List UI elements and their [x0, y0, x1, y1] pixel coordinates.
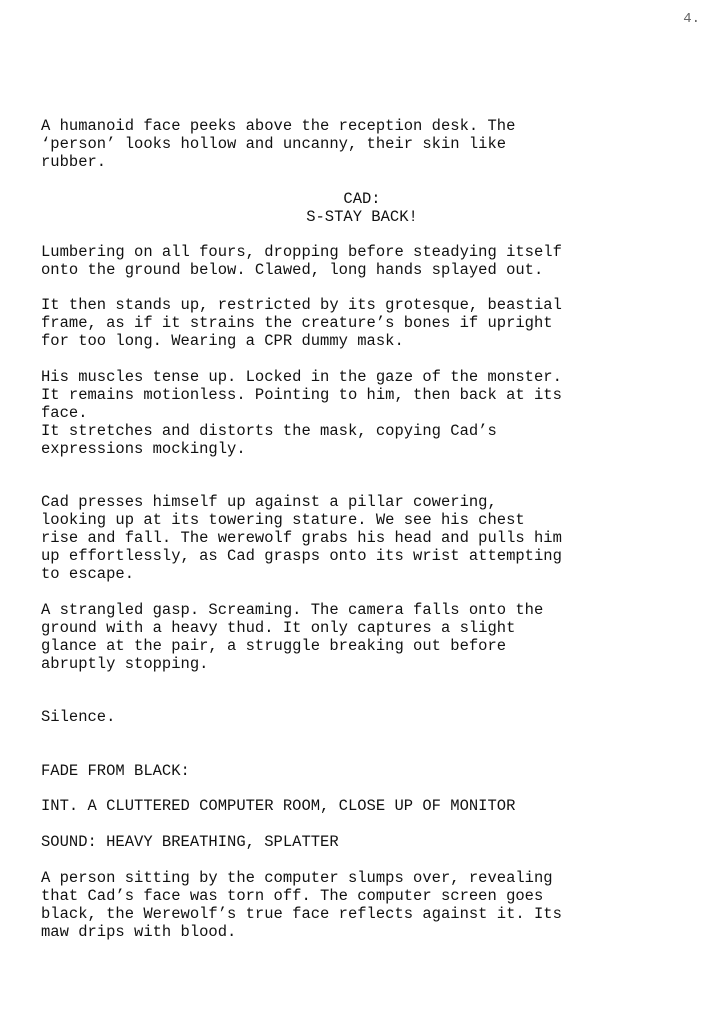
- action-paragraph-pillar: Cad presses himself up against a pillar cowering, looking up at its towering stature. We see his chest rise and fall. The werewolf grabs his head and pulls him up effortlessly, as Cad grasps onto its wrist attempting to escape.: [41, 493, 562, 583]
- action-paragraph-strangled-gasp: A strangled gasp. Screaming. The camera falls onto the ground with a heavy thud. It only captures a slight glance at the pair, a struggle breaking out before abruptly stopping.: [41, 601, 544, 673]
- scene-heading: INT. A CLUTTERED COMPUTER ROOM, CLOSE UP OF MONITOR: [41, 797, 516, 815]
- page-number: 4.: [683, 11, 700, 27]
- sound-cue: SOUND: HEAVY BREATHING, SPLATTER: [41, 833, 339, 851]
- transition-fade-from-black: FADE FROM BLACK:: [41, 762, 190, 780]
- action-paragraph-person-slumps: A person sitting by the computer slumps over, revealing that Cad’s face was torn off. The computer screen goes black, the Werewolf’s true face reflects against it. Its maw drips with blood.: [41, 869, 562, 941]
- action-silence: Silence.: [41, 708, 116, 726]
- action-paragraph-stands-up: It then stands up, restricted by its grotesque, beastial frame, as if it strains the creature’s bones if upright for too long. Wearing a CPR dummy mask.: [41, 296, 562, 350]
- action-paragraph-lumbering: Lumbering on all fours, dropping before steadying itself onto the ground below. Clawed, long hands splayed out.: [41, 243, 562, 279]
- action-paragraph-face-peeks: A humanoid face peeks above the reception desk. The ‘person’ looks hollow and uncanny, their skin like rubber.: [41, 117, 516, 171]
- action-paragraph-muscles-tense: His muscles tense up. Locked in the gaze of the monster. It remains motionless. Pointing to him, then back at its face. It stretches and distorts the mask, copying Cad’s expressions mockingly.: [41, 368, 562, 458]
- dialogue-line: S-STAY BACK!: [306, 208, 418, 226]
- dialogue-character-name: CAD:: [343, 190, 381, 208]
